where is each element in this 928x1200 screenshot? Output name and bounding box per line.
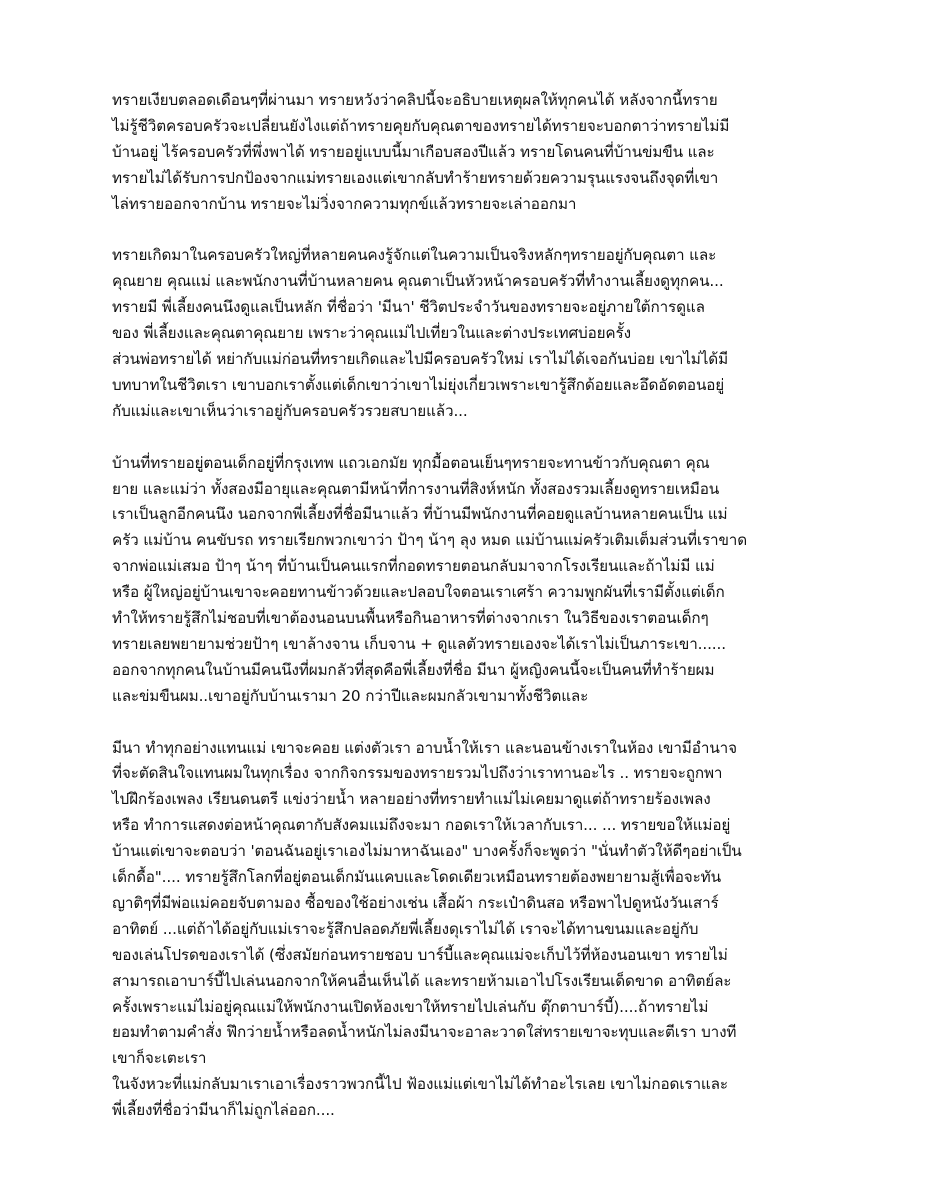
text-line: ทำให้ทรายรู้สึกไม่ชอบที่เขาต้องนอนบนพื้นหรือกินอาหารที่ต่างจากเรา ในวิธีของเราตอนเด็กๆ bbox=[112, 609, 709, 628]
text-line: ออกจากทุกคนในบ้านมีคนนึงที่ผมกลัวที่สุดคือพี่เลี้ยงที่ชื่อ มีนา ผู้หญิงคนนี้จะเป็นคนที่ทำร้ายผม bbox=[112, 660, 715, 679]
text-line: ที่จะตัดสินใจแทนผมในทุกเรื่อง จากกิจกรรมของทรายรวมไปถึงว่าเราทานอะไร .. ทรายจะถูกพา bbox=[112, 764, 723, 783]
text-line: กับแม่และเขาเห็นว่าเราอยู่กับครอบครัวรวยสบายแล้ว... bbox=[112, 401, 468, 420]
paragraph-3 bbox=[112, 451, 827, 710]
text-line: เขาก็จะเตะเรา bbox=[112, 1049, 207, 1068]
text-line: ยอมทำตามคำสั่ง ฟึกว่ายน้ำหรือลดน้ำหนักไม่ลงมีนาจะอาละวาดใส่ทรายเขาจะทุบและตีเรา บางที bbox=[112, 1023, 737, 1042]
text-line: ไม่รู้ชีวิตครอบครัวจะเปลี่ยนยังไงแต่ถ้าทรายคุยกับคุณตาของทรายได้ทรายจะบอกตาว่าทรายไม่มี bbox=[112, 116, 730, 135]
text-line: ทรายมี พี่เลี้ยงคนนึงดูแลเป็นหลัก ที่ชื่อว่า 'มีนา' ชีวิตประจำวันของทรายจะอยู่ภายใต้การดูแล bbox=[112, 298, 705, 317]
text-line: อาทิตย์ ...แต่ถ้าได้อยู่กับแม่เราจะรู้สึกปลอดภัยพี่เลี้ยงดุเราไม่ได้ เราจะได้ทานขนมและอยู่กับ bbox=[112, 919, 699, 938]
text-line: หรือ ทำการแสดงต่อหน้าคุณตากับสังคมแม่ถึงจะมา กอดเราให้เวลากับเรา... ... ทรายขอให้แม่อยู่ bbox=[112, 816, 731, 835]
text-line: ครัว แม่บ้าน คนขับรถ ทรายเรียกพวกเขาว่า ป้าๆ น้าๆ ลุง หมด แม่บ้านแม่ครัวเติมเต็มส่วนที่เราขาด bbox=[112, 531, 748, 550]
text-line: ทรายเกิดมาในครอบครัวใหญ่ที่หลายคนคงรู้จักแต่ในความเป็นจริงหลักๆทรายอยู่กับคุณตา และ bbox=[112, 246, 717, 265]
text-line: สามารถเอาบาร์บี้ไปเล่นนอกจากให้คนอื่นเห็นได้ และทรายห้ามเอาไปโรงเรียนเด็ดขาด อาทิตย์ละ bbox=[112, 971, 732, 990]
text-line: และข่มขืนผม..เขาอยู่กับบ้านเรามา 20 กว่าปีและผมกลัวเขามาทั้งชีวิตและ bbox=[112, 686, 589, 705]
text-line: หรือ ผู้ใหญ่อยู่บ้านเขาจะคอยทานข้าวด้วยและปลอบใจตอนเราเศร้า ความพูกผันที่เรามีตั้งแต่เด็ก bbox=[112, 583, 725, 602]
text-line: ยาย และแม่ว่า ทั้งสองมีอายุและคุณตามีหน้าที่การงานที่สิงห์หนัก ทั้งสองรวมเลี้ยงดูทรายเหมือน bbox=[112, 479, 720, 498]
text-line: คุณยาย คุณแม่ และพนักงานที่บ้านหลายคน คุณตาเป็นหัวหน้าครอบครัวที่ทำงานเลี้ยงดูทุกคน... bbox=[112, 272, 724, 291]
text-line: เด็กดื้อ".... ทรายรู้สึกโลกที่อยู่ตอนเด็กมันแคบและโดดเดียวเหมือนทรายต้องพยายามสู้เพื่อจะทัน bbox=[112, 868, 721, 887]
paragraph-1 bbox=[112, 88, 827, 217]
text-line: บ้านอยู่ ไร้ครอบครัวที่พึ่งพาได้ ทรายอยู่แบบนี้มาเกือบสองปีแล้ว ทรายโดนคนที่บ้านข่มขืน และ bbox=[112, 142, 715, 161]
text-line: ทรายเลยพยายามช่วยป้าๆ เขาล้างจาน เก็บจาน + ดูแลตัวทรายเองจะได้เราไม่เป็นภาระเขา...... bbox=[112, 634, 726, 653]
text-line: ของ พี่เลี้ยงและคุณตาคุณยาย เพราะว่าคุณแม่ไปเที่ยวในและต่างประเทศบ่อยครั้ง bbox=[112, 324, 631, 343]
text-line: ของเล่นโปรดของเราได้ (ซึ่งสมัยก่อนทรายชอบ บาร์บี้และคุณแม่จะเก็บไว้ที่ห้องนอนเขา ทรายไม่ bbox=[112, 945, 728, 964]
text-line: ในจังหวะที่แม่กลับมาเราเอาเรื่องราวพวกนี้ไป ฟ้องแม่แต่เขาไม่ได้ทำอะไรเลย เขาไม่กอดเราและ bbox=[112, 1075, 728, 1094]
text-line: ทรายเงียบตลอดเดือนๆที่ผ่านมา ทรายหวังว่าคลิปนี้จะอธิบายเหตุผลให้ทุกคนได้ หลังจากนี้ทราย bbox=[112, 91, 718, 109]
text-line: ไปฝึกร้องเพลง เรียนดนตรี แข่งว่ายน้ำ หลายอย่างที่ทรายทำแม่ไม่เคยมาดูแต่ถ้าทรายร้องเพลง bbox=[112, 790, 711, 809]
text-line: ครั้งเพราะแม่ไม่อยู่คุณแม่ให้พนักงานเปิดห้องเขาให้ทรายไปเล่นกับ ตุ๊กตาบาร์บี้)....ถ้าทรายไม่ bbox=[112, 997, 709, 1016]
text-line: ไล่ทรายออกจากบ้าน ทรายจะไม่วิ่งจากความทุกข์แล้วทรายจะเล่าออกมา bbox=[112, 194, 577, 213]
paragraph-4 bbox=[112, 736, 827, 1124]
text-line: ทรายไม่ได้รับการปกป้องจากแม่ทรายเองแต่เขากลับทำร้ายทรายด้วยความรุนแรงจนถึงจุดที่เขา bbox=[112, 168, 719, 187]
text-line: ญาติๆที่มีพ่อแม่คอยจับตามอง ซื้อของใช้อย่างเช่น เสื้อผ้า กระเป๋าดินสอ หรือพาไปดูหนังวันเสาร์ bbox=[112, 893, 719, 912]
text-line: มีนา ทำทุกอย่างแทนแม่ เขาจะคอย แต่งตัวเรา อาบน้ำให้เรา และนอนข้างเราในห้อง เขามีอำนาจ bbox=[112, 738, 737, 757]
text-line: ส่วนพ่อทรายได้ หย่ากับแม่ก่อนที่ทรายเกิดและไปมีครอบครัวใหม่ เราไม่ได้เจอกันบ่อย เขาไม่ได้มี bbox=[112, 350, 728, 369]
text-line: เราเป็นลูกอีกคนนึง นอกจากพี่เลี้ยงที่ชื่อมีนาแล้ว ที่บ้านมีพนักงานที่คอยดูแลบ้านหลายคนเป็น แม่ bbox=[112, 505, 728, 524]
text-line: บทบาทในชีวิตเรา เขาบอกเราตั้งแต่เด็กเขาว่าเขาไม่ยุ่งเกี่ยวเพราะเขารู้สึกด้อยและอึดอัดตอนอยู่ bbox=[112, 375, 725, 394]
paragraph-2 bbox=[112, 243, 827, 424]
text-line: พี่เลี้ยงที่ชื่อว่ามีนาก็ไม่ถูกไล่ออก.... bbox=[112, 1101, 335, 1120]
document-body bbox=[112, 88, 827, 1150]
text-line: จากพ่อแม่เสมอ ป้าๆ น้าๆ ที่บ้านเป็นคนแรกที่กอดทรายตอนกลับมาจากโรงเรียนและถ้าไม่มี แม่ bbox=[112, 557, 715, 576]
text-line: บ้านแต่เขาจะตอบว่า 'ตอนฉันอยู่เราเองไม่มาหาฉันเอง" บางครั้งก็จะพูดว่า "นั่นทำตัวให้ดีๆอย่าเป็น bbox=[112, 842, 742, 861]
text-line: บ้านที่ทรายอยู่ตอนเด็กอยู่ที่กรุงเทพ แถวเอกมัย ทุกมื้อตอนเย็นๆทรายจะทานข้าวกับคุณตา คุณ bbox=[112, 453, 710, 472]
